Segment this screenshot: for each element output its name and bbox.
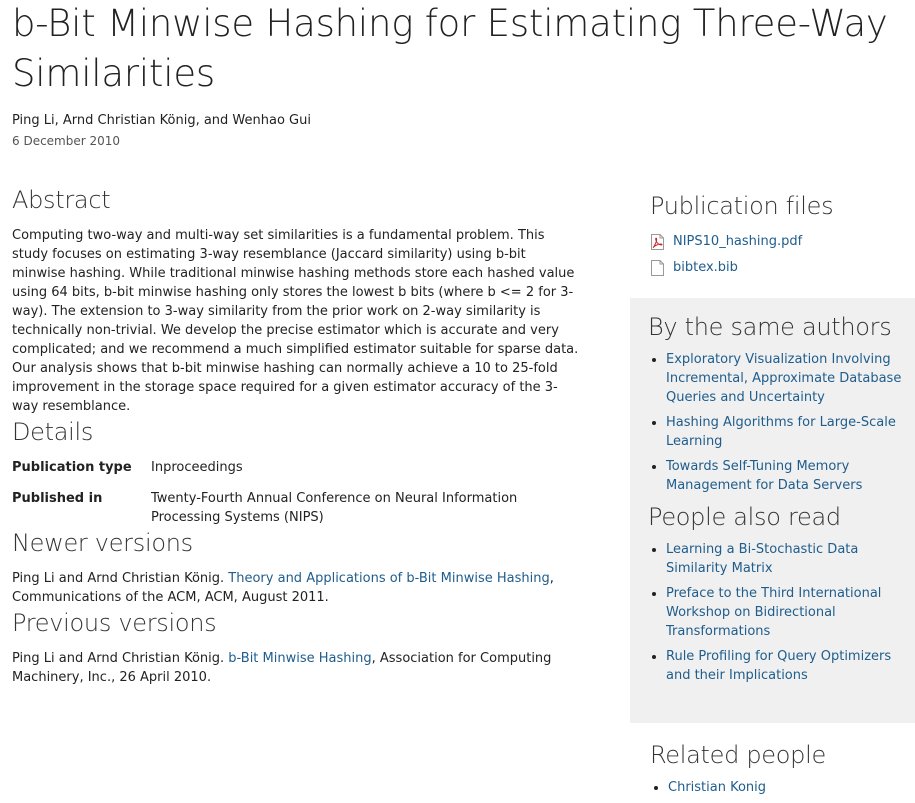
details-value: Inproceedings: [151, 460, 243, 475]
details-value: Twenty-Fourth Annual Conference on Neural Information Processing Systems (NIPS): [151, 491, 518, 525]
main-content: [12, 184, 582, 687]
list-item: [668, 778, 910, 797]
newer-versions-heading: Newer versions: [12, 529, 193, 557]
citation-venue: , Association for Computing Machinery, Inc., 26 April 2010.: [12, 651, 552, 685]
publication-files-heading: Publication files: [650, 192, 834, 220]
related-people-heading: Related people: [650, 741, 826, 769]
same-authors-heading: By the same authors: [648, 313, 892, 341]
related-people-list: [650, 778, 910, 797]
also-read-link[interactable]: Preface to the Third International Workshop on Bidirectional Transformations: [666, 586, 882, 639]
same-authors-link[interactable]: Towards Self-Tuning Memory Management for Data Servers: [666, 459, 863, 493]
text-file-icon: [650, 260, 665, 276]
same-authors-list: [648, 350, 910, 495]
list-item: [666, 350, 910, 407]
also-read-link[interactable]: Rule Profiling for Query Optimizers and their Implications: [666, 649, 892, 683]
also-read-link[interactable]: Learning a Bi-Stochastic Data Similarity Matrix: [666, 542, 859, 576]
citation-venue: , Communications of the ACM, ACM, August 2011.: [12, 571, 554, 605]
newer-version-link[interactable]: Theory and Applications of b-Bit Minwise Hashing: [228, 571, 550, 586]
details-table: [12, 458, 582, 527]
list-item: [666, 584, 910, 641]
also-read-list: [648, 540, 910, 685]
file-item-bib[interactable]: [650, 258, 910, 277]
sidebar-panel: [630, 298, 915, 723]
previous-version-citation: [12, 649, 582, 687]
details-key: Publication type: [12, 460, 132, 475]
file-link[interactable]: NIPS10_hashing.pdf: [673, 234, 803, 249]
file-item-pdf[interactable]: [650, 232, 910, 251]
newer-version-citation: [12, 569, 582, 607]
details-row: [12, 489, 582, 527]
publication-files: [650, 190, 910, 277]
details-row: [12, 458, 582, 477]
list-item: [666, 647, 910, 685]
file-link[interactable]: bibtex.bib: [673, 260, 738, 275]
authors: Ping Li, Arnd Christian König, and Wenhao Gui: [12, 113, 311, 128]
previous-version-link[interactable]: b-Bit Minwise Hashing: [228, 651, 372, 666]
list-item: [666, 413, 910, 451]
same-authors-link[interactable]: Exploratory Visualization Involving Incremental, Approximate Database Queries and Uncertainty: [666, 352, 902, 405]
also-read-heading: People also read: [648, 503, 841, 531]
abstract-text: Computing two-way and multi-way set similarities is a fundamental problem. This study focuses on estimating 3-way resemblance (Jaccard similarity) using b-bit minwise hashing. While traditional minwise hashing methods store each hashed value using 64 bits, b-bit minwise hashing only stores the lowest b bits (where b <= 2 for 3-way). The extension to 3-way similarity from the prior work on 2-way similarity is technically non-trivial. We develop the precise estimator which is accurate and very complicated; and we recommend a much simplified estimator suitable for sparse data. Our analysis shows that b-bit minwise hashing can normally achieve a 10 to 25-fold improvement in the storage space required for a given estimator accuracy of the 3-way resemblance.: [12, 228, 579, 414]
list-item: [666, 457, 910, 495]
related-people: [650, 739, 910, 803]
list-item: [666, 540, 910, 578]
page-title: b-Bit Minwise Hashing for Estimating Three-Way Similarities: [12, 2, 888, 95]
pdf-file-icon: [650, 234, 665, 250]
same-authors-link[interactable]: Hashing Algorithms for Large-Scale Learning: [666, 415, 896, 449]
related-person-link[interactable]: Christian Konig: [668, 780, 767, 795]
details-key: Published in: [12, 491, 103, 506]
previous-versions-heading: Previous versions: [12, 609, 217, 637]
details-heading: Details: [12, 418, 94, 446]
citation-authors: Ping Li and Arnd Christian König.: [12, 651, 229, 666]
citation-authors: Ping Li and Arnd Christian König.: [12, 571, 229, 586]
abstract-heading: Abstract: [12, 186, 111, 214]
publication-date: 6 December 2010: [12, 134, 121, 148]
